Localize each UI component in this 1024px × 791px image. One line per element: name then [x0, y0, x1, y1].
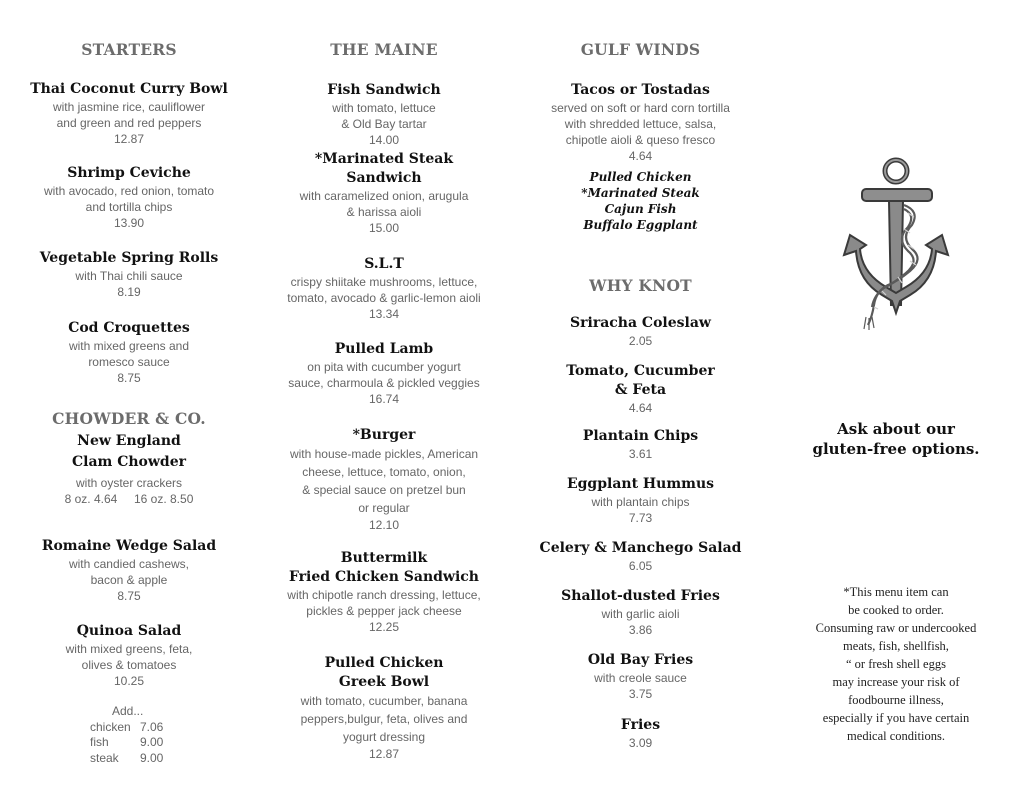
add-ons-list — [90, 704, 163, 766]
item-desc: with shredded lettuce, salsa, — [564, 117, 717, 131]
add-on-name: chicken — [90, 719, 131, 734]
menu-item — [266, 150, 502, 236]
taco-option: *Marinated Steak — [581, 186, 700, 200]
chowder-heading: CHOWDER & CO. — [52, 409, 206, 428]
item-desc: with chipotle ranch dressing, lettuce, — [287, 588, 481, 602]
item-price: 8 oz. 4.64 16 oz. 8.50 — [64, 492, 194, 506]
item-desc: with mixed greens, feta, — [65, 642, 193, 656]
item-price: 13.34 — [368, 307, 400, 321]
add-on-row — [90, 720, 163, 736]
gulf-heading: GULF WINDS — [580, 40, 701, 59]
menu-item — [14, 80, 244, 147]
menu-item — [14, 431, 244, 507]
item-desc: & special sauce on pretzel bun — [302, 483, 466, 497]
advisory-line: especially if you have certain — [822, 711, 970, 725]
item-name: Pulled Chicken — [324, 655, 444, 671]
item-name: Quinoa Salad — [76, 623, 182, 639]
menu-item — [14, 249, 244, 300]
menu-item — [266, 340, 502, 407]
item-price: 4.64 — [628, 149, 653, 163]
advisory-line: meats, fish, shellfish, — [843, 639, 949, 653]
item-name: Tacos or Tostadas — [571, 82, 710, 98]
why-knot-heading: WHY KNOT — [589, 276, 692, 295]
item-price: 3.09 — [628, 736, 653, 750]
item-price: 16.74 — [368, 392, 400, 406]
item-name: New England — [77, 433, 181, 449]
item-name: Clam Chowder — [71, 454, 186, 470]
item-name: Shallot-dusted Fries — [561, 588, 720, 604]
item-price: 4.64 — [628, 401, 653, 415]
item-name: Pulled Lamb — [334, 341, 434, 357]
ask-line: gluten-free options. — [812, 440, 980, 458]
item-desc: cheese, lettuce, tomato, onion, — [302, 465, 466, 479]
item-price: 14.00 — [368, 133, 400, 147]
item-desc: with creole sauce — [594, 671, 687, 685]
item-price: 8.75 — [117, 589, 141, 603]
item-price: 12.87 — [368, 747, 400, 761]
item-price: 12.10 — [368, 518, 400, 532]
item-name: Fried Chicken Sandwich — [288, 569, 479, 585]
menu-item — [525, 716, 756, 751]
item-name: Greek Bowl — [338, 674, 430, 690]
gluten-free-notice — [790, 419, 1002, 459]
advisory-line: may increase your risk of — [832, 675, 960, 689]
menu-item — [266, 81, 502, 148]
item-name: Thai Coconut Curry Bowl — [30, 81, 228, 97]
item-name: S.L.T — [364, 256, 404, 272]
add-on-price: 9.00 — [140, 750, 164, 765]
item-name: Tomato, Cucumber — [566, 363, 715, 379]
item-desc: with house-made pickles, American — [289, 447, 479, 461]
item-name: Vegetable Spring Rolls — [39, 250, 219, 266]
taco-option: Pulled Chicken — [589, 170, 692, 184]
item-price: 2.05 — [628, 334, 653, 348]
menu-item — [266, 549, 502, 635]
item-desc: olives & tomatoes — [81, 658, 177, 672]
item-name: Fries — [620, 717, 661, 733]
item-name: Old Bay Fries — [587, 652, 694, 668]
item-desc: tomato, avocado & garlic-lemon aioli — [287, 291, 481, 305]
add-on-name: steak — [90, 750, 119, 765]
item-desc: with plantain chips — [591, 495, 690, 509]
item-desc: with mixed greens and — [68, 339, 190, 353]
ask-line: Ask about our — [837, 420, 955, 438]
item-name: Buttermilk — [340, 550, 428, 566]
item-desc: peppers,bulgur, feta, olives and — [300, 712, 468, 726]
item-desc: crispy shiitake mushrooms, lettuce, — [290, 275, 478, 289]
item-name: Romaine Wedge Salad — [41, 538, 217, 554]
starters-heading: STARTERS — [81, 40, 177, 59]
menu-item — [266, 426, 502, 533]
anchor-icon — [838, 155, 956, 331]
item-desc: with avocado, red onion, tomato — [43, 184, 215, 198]
item-price: 13.90 — [113, 216, 145, 230]
item-desc: with Thai chili sauce — [75, 269, 183, 283]
item-name: Sandwich — [346, 170, 422, 186]
item-name: Plantain Chips — [582, 428, 699, 444]
item-desc: or regular — [358, 501, 410, 515]
item-name: Fish Sandwich — [327, 82, 441, 98]
add-on-name: fish — [90, 735, 109, 749]
item-price: 12.25 — [368, 620, 400, 634]
item-name: Cod Croquettes — [68, 320, 190, 336]
item-price: 7.73 — [628, 511, 653, 525]
item-desc: romesco sauce — [88, 355, 170, 369]
advisory-line: “ or fresh shell eggs — [846, 657, 946, 671]
item-desc: pickles & pepper jack cheese — [306, 604, 462, 618]
item-desc: with garlic aioli — [601, 607, 680, 621]
item-price: 6.05 — [628, 559, 653, 573]
item-name: *Burger — [352, 427, 416, 443]
menu-item — [266, 255, 502, 322]
item-price: 10.25 — [113, 674, 145, 688]
item-price: 3.61 — [628, 447, 653, 461]
item-desc: sauce, charmoula & pickled veggies — [288, 376, 480, 390]
advisory-line: *This menu item can — [843, 585, 949, 599]
item-name: Celery & Manchego Salad — [539, 540, 742, 556]
item-price: 8.75 — [117, 371, 141, 385]
item-desc: with candied cashews, — [68, 557, 190, 571]
menu-item — [525, 314, 756, 349]
item-price: 8.19 — [117, 285, 141, 299]
advisory-line: Consuming raw or undercooked — [815, 621, 977, 635]
item-desc: on pita with cucumber yogurt — [307, 360, 461, 374]
add-on-price: 7.06 — [140, 719, 164, 734]
menu-item — [14, 622, 244, 689]
item-desc: with tomato, cucumber, banana — [300, 694, 468, 708]
taco-options — [525, 169, 756, 233]
item-name: Shrimp Ceviche — [67, 165, 191, 181]
advisory-line: foodbourne illness, — [848, 693, 944, 707]
item-desc: and tortilla chips — [85, 200, 173, 214]
item-desc: served on soft or hard corn tortilla — [551, 101, 730, 115]
menu-item — [525, 81, 756, 164]
menu-item — [266, 654, 502, 762]
consumer-advisory — [790, 583, 1002, 745]
item-price: 3.86 — [628, 623, 653, 637]
item-desc: with caramelized onion, arugula — [299, 189, 469, 203]
taco-option: Cajun Fish — [604, 202, 677, 216]
menu-item — [525, 475, 756, 526]
item-desc: and green and red peppers — [56, 116, 202, 130]
item-desc: with tomato, lettuce — [332, 101, 436, 115]
add-on-row — [90, 751, 163, 767]
menu-item — [525, 362, 756, 416]
menu-item — [14, 164, 244, 231]
menu-item — [525, 651, 756, 702]
menu-item — [525, 427, 756, 462]
menu-item — [525, 539, 756, 574]
item-desc: chipotle aioli & queso fresco — [565, 133, 716, 147]
menu-item — [14, 537, 244, 604]
item-desc: bacon & apple — [90, 573, 168, 587]
menu-item — [525, 587, 756, 638]
item-desc: & Old Bay tartar — [341, 117, 427, 131]
item-name: *Marinated Steak — [314, 151, 454, 167]
add-on-row — [90, 735, 163, 751]
add-on-price: 9.00 — [140, 735, 164, 749]
item-desc: with jasmine rice, cauliflower — [52, 100, 206, 114]
taco-option: Buffalo Eggplant — [583, 218, 698, 232]
item-price: 15.00 — [368, 221, 400, 235]
item-name: Eggplant Hummus — [566, 476, 715, 492]
item-name: & Feta — [614, 382, 667, 398]
menu-item — [14, 319, 244, 386]
item-desc: yogurt dressing — [342, 730, 426, 744]
item-desc: & harissa aioli — [346, 205, 422, 219]
item-price: 3.75 — [628, 687, 653, 701]
item-name: Sriracha Coleslaw — [570, 315, 711, 331]
advisory-line: be cooked to order. — [848, 603, 944, 617]
advisory-line: medical conditions. — [847, 729, 945, 743]
add-ons-label: Add... — [112, 704, 144, 718]
item-price: 12.87 — [113, 132, 145, 146]
maine-heading: THE MAINE — [330, 40, 438, 59]
item-desc: with oyster crackers — [75, 476, 183, 490]
